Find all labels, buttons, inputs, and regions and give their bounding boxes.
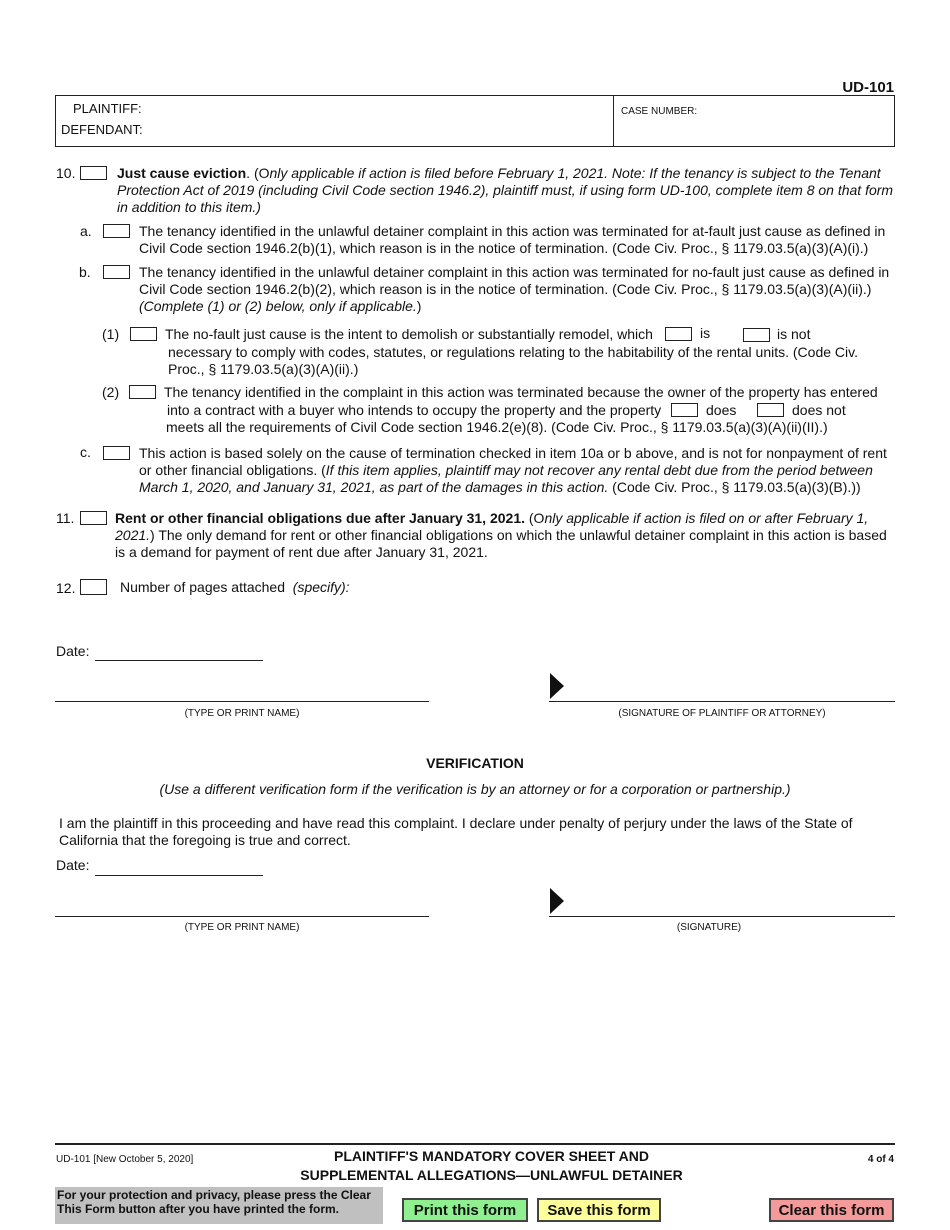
item10-number: 10. — [56, 165, 76, 181]
item10a-line2: Civil Code section 1946.2(b)(1), which reason is in the notice of termination. (Code Civ. Proc., § 1179.03.5(a)(3)(A)(i).) — [139, 240, 869, 256]
item10c-line2 — [139, 462, 873, 479]
item12-checkbox[interactable] — [80, 579, 107, 595]
item10b1-isnot-label: is not — [777, 326, 811, 342]
item10b-checkbox[interactable] — [103, 265, 130, 279]
verification-line1: I am the plaintiff in this proceeding and have read this complaint. I declare under penalty of perjury under the laws of the State of — [59, 815, 853, 831]
item11-line1 — [115, 510, 868, 527]
verification-line2: California that the foregoing is true and correct. — [59, 832, 351, 848]
item10b-line1: The tenancy identified in the unlawful detainer complaint in this action was terminated for no-fault just cause as defined in — [139, 264, 890, 280]
verification-title: VERIFICATION — [426, 755, 524, 771]
date-line[interactable] — [95, 660, 263, 661]
item10b2-does-label: does — [706, 402, 737, 418]
item12-specify: (specify): — [292, 579, 350, 595]
verification-note: (Use a different verification form if the verification is by an attorney or for a corporation or partnership.) — [159, 781, 791, 797]
item10b-line3 — [139, 298, 421, 315]
item10b1-checkbox[interactable] — [130, 327, 157, 341]
item11-text-italic: nly applicable if action is filed on or after February 1, — [544, 510, 869, 526]
item11-line2-italic: 2021. — [115, 527, 151, 543]
item10b1-isnot-checkbox[interactable] — [743, 328, 770, 342]
item10-intro-line3: in addition to this item.) — [117, 199, 261, 215]
plaintiff-label: PLAINTIFF: — [73, 101, 142, 116]
case-number-label: CASE NUMBER: — [621, 106, 698, 117]
item11-line3: is a demand for payment of rent due after January 31, 2021. — [115, 544, 488, 560]
privacy-line-2: This Form button after you have printed the form. — [57, 1202, 340, 1216]
privacy-notice — [55, 1187, 383, 1224]
verification-name-caption: (TYPE OR PRINT NAME) — [184, 922, 300, 933]
clear-button[interactable]: Clear this form — [769, 1198, 894, 1222]
item10b2-line1: The tenancy identified in the complaint in this action was terminated because the owner of the property has entered — [164, 384, 878, 400]
item11-text-a: (O — [525, 510, 545, 526]
item10b-line2: Civil Code section 1946.2(b)(2), which reason is in the notice of termination. (Code Civ. Proc., § 1179.03.5(a)(3)(A)(ii).) — [139, 281, 872, 297]
item10b2-line3: meets all the requirements of Civil Code section 1946.2(e)(8). (Code Civ. Proc., § 1179.03.5(a)(3)(A)(ii)(II).) — [166, 419, 828, 435]
verification-name-line[interactable] — [55, 916, 429, 917]
item10c-line3-end: (Code Civ. Proc., § 1179.03.5(a)(3)(B).)) — [608, 479, 861, 495]
item10b-label: b. — [79, 264, 91, 280]
item10b1-is-label: is — [700, 325, 711, 341]
item10-intro — [117, 165, 897, 182]
footer-rule — [55, 1143, 895, 1145]
print-button[interactable]: Print this form — [402, 1198, 528, 1222]
date-label: Date: — [56, 643, 90, 659]
item10-intro-line2: Protection Act of 2019 (including Civil Code section 1946.2), plaintiff must, if using form UD-100, complete item 8 on that form — [117, 182, 894, 198]
item10c-line2a: or other financial obligations. ( — [139, 462, 326, 478]
item10b2-does-checkbox[interactable] — [671, 403, 698, 417]
privacy-line-1: For your protection and privacy, please press the Clear — [57, 1188, 371, 1202]
item12-number: 12. — [56, 580, 76, 596]
item10b-line3-end: ) — [416, 298, 422, 314]
item10b1-line3: Proc., § 1179.03.5(a)(3)(A)(ii).) — [168, 361, 359, 377]
item10b1-is-checkbox[interactable] — [665, 327, 692, 341]
signature-caption: (SIGNATURE OF PLAINTIFF OR ATTORNEY) — [618, 708, 826, 719]
item12-label — [120, 579, 350, 596]
item10b1-line1: The no-fault just cause is the intent to demolish or substantially remodel, which — [165, 326, 653, 342]
item10-title: Just cause eviction — [117, 165, 247, 181]
verification-signature-line[interactable] — [549, 916, 895, 917]
item10c-line2-italic: If this item applies, plaintiff may not recover any rental debt due from the period between — [325, 462, 873, 478]
item10-checkbox[interactable] — [80, 166, 107, 180]
form-revision: UD-101 [New October 5, 2020] — [56, 1154, 194, 1165]
item10b1-line2: necessary to comply with codes, statutes, or regulations relating to the habitability of the rental units. (Code Civ. — [168, 344, 858, 360]
item10-intro-italic: nly applicable if action is filed before February 1, 2021. Note: If the tenancy is subject to the Tenant — [269, 165, 881, 181]
footer-title-2: SUPPLEMENTAL ALLEGATIONS—UNLAWFUL DETAINER — [300, 1167, 683, 1183]
item11-checkbox[interactable] — [80, 511, 107, 525]
item10b1-label: (1) — [102, 326, 120, 342]
item11-line2 — [115, 527, 887, 544]
caption-box — [55, 95, 895, 147]
item11-title: Rent or other financial obligations due after January 31, 2021. — [115, 510, 525, 526]
verification-date-label: Date: — [56, 857, 90, 873]
verification-date-line[interactable] — [95, 875, 263, 876]
item10c-line3-italic: March 1, 2020, and January 31, 2021, as part of the damages in this action. — [139, 479, 609, 495]
name-caption: (TYPE OR PRINT NAME) — [184, 708, 300, 719]
item11-number: 11. — [56, 510, 75, 526]
item10b2-doesnot-checkbox[interactable] — [757, 403, 784, 417]
item10b2-checkbox[interactable] — [129, 385, 156, 399]
item10b2-line2: into a contract with a buyer who intends to occupy the property and the property — [167, 402, 662, 418]
form-id: UD-101 — [842, 79, 894, 96]
signature-arrow-icon — [550, 673, 564, 699]
defendant-label: DEFENDANT: — [61, 122, 143, 137]
item11-line2-text: ) The only demand for rent or other financial obligations on which the unlawful detainer complaint in this action is based — [150, 527, 887, 543]
item10b2-doesnot-label: does not — [792, 402, 846, 418]
signature-line[interactable] — [549, 701, 895, 702]
item10-intro-a: . (O — [246, 165, 270, 181]
save-button[interactable]: Save this form — [537, 1198, 661, 1222]
verification-signature-caption: (SIGNATURE) — [676, 922, 742, 933]
verification-arrow-icon — [550, 888, 564, 914]
name-line[interactable] — [55, 701, 429, 702]
item10c-line1: This action is based solely on the cause of termination checked in item 10a or b above, and is not for nonpayment of rent — [139, 445, 887, 461]
item10b2-label: (2) — [102, 384, 120, 400]
item10a-label: a. — [80, 223, 92, 239]
item10a-checkbox[interactable] — [103, 224, 130, 238]
item10c-label: c. — [80, 444, 91, 460]
item12-label-text: Number of pages attached — [120, 579, 285, 595]
item10c-line3 — [139, 479, 861, 496]
item10c-checkbox[interactable] — [103, 446, 130, 460]
footer-title-1: PLAINTIFF'S MANDATORY COVER SHEET AND — [334, 1148, 649, 1164]
item10b-line3-italic: (Complete (1) or (2) below, only if applicable. — [139, 298, 417, 314]
page-number: 4 of 4 — [867, 1154, 894, 1165]
caption-divider — [613, 95, 614, 147]
item10a-line1: The tenancy identified in the unlawful detainer complaint in this action was terminated for at-fault just cause as defined in — [139, 223, 886, 239]
